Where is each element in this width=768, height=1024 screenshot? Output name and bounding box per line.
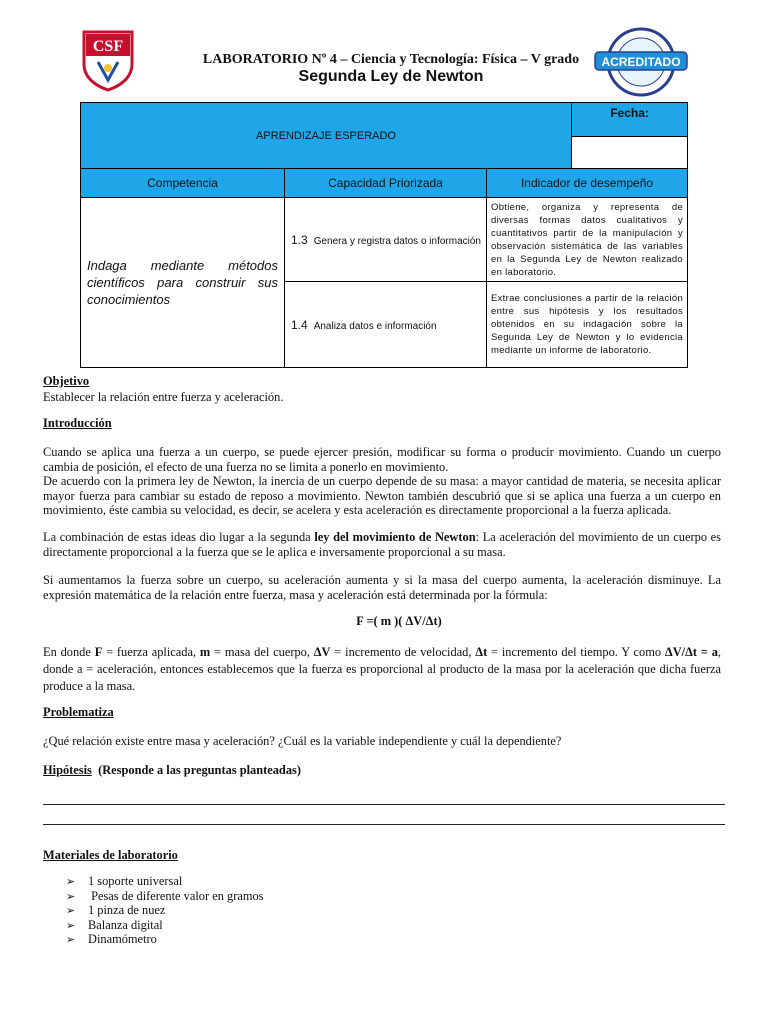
material-label: Balanza digital [88,917,163,932]
intro-p3-start: La combinación de estas ideas dio lugar a la segunda [43,530,315,544]
indicador-cell: Extrae conclusiones a partir de la relación entre sus hipótesis y los resultados obtenidos en su indagación sobre la Segunda Ley de Newton y lo evidencia mediante un informe de laboratorio. [487,282,688,368]
introduccion-heading: Introducción [43,416,112,430]
list-item [66,874,263,889]
p5-f: , donde a = aceleración, entonces establecemos que la fuerza es proporcional al producto de la masa por la aceleración que dicha fuerza produce a la masa. [43,645,721,693]
worksheet-title: LABORATORIO Nº 4 – Ciencia y Tecnología: Física – V grado [202,52,580,67]
intro-p3-bold: ley del movimiento de Newton [314,530,476,544]
answer-line[interactable] [43,824,725,825]
p5-ratio: ΔV/Δt = a [664,645,718,659]
seal-text: ACREDITADO [601,55,681,69]
list-item [66,918,263,933]
intro-paragraph-1: Cuando se aplica una fuerza a un cuerpo, se puede ejercer presión, modificar su forma o producir movimiento. Cuando un cuerpo cambia de posición, el efecto de una fuerza no se limita a ponerlo en movimiento. [43,445,721,474]
materiales-list [66,874,263,947]
col-header-competencia: Competencia [81,169,285,198]
capacidad-number: 1.4 [291,317,308,332]
p5-b: = fuerza aplicada, [102,645,200,659]
fecha-field[interactable] [572,137,688,169]
p5-c: = masa del cuerpo, [210,645,314,659]
intro-p3-end: : La aceleración del movimiento de un cuerpo es directamente proporcional a la fuerza que se le aplica e inversamente proporcional a su masa. [43,530,721,559]
list-item [66,889,263,904]
arrow-bullet-icon: ➢ [66,875,76,888]
capacidad-number: 1.3 [291,232,308,247]
capacidad-text: Genera y registra datos o información [313,235,481,247]
arrow-bullet-icon: ➢ [66,918,76,932]
fecha-label: Fecha: [572,103,688,137]
p5-a: En donde [43,645,95,659]
hipotesis-instruction: (Responde a las preguntas planteadas) [98,763,301,777]
objetivo-heading: Objetivo [43,374,90,388]
intro-paragraph-5 [43,644,721,695]
material-label: Dinamómetro [88,932,157,946]
list-item [66,932,263,947]
capacidad-cell [285,198,487,282]
col-header-capacidad: Capacidad Priorizada [285,169,487,198]
p5-m: m [199,645,211,659]
answer-line[interactable] [43,804,725,805]
p5-F: F [94,645,103,659]
material-label: 1 soporte universal [88,874,183,888]
competencia-cell: Indaga mediante métodos científicos para construir sus conocimientos [81,198,285,368]
arrow-bullet-icon: ➢ [66,933,76,946]
problematiza-question: ¿Qué relación existe entre masa y aceleración? ¿Cuál es la variable independiente y cuál la dependiente? [43,734,562,748]
accreditation-seal-logo [593,26,689,98]
arrow-bullet-icon: ➢ [66,904,76,917]
p5-e: = incremento del tiempo. Y como [487,645,665,659]
problematiza-heading: Problematiza [43,705,114,719]
capacidad-text: Analiza datos e información [313,320,437,332]
p5-dV: ΔV [313,645,331,659]
arrow-bullet-icon: ➢ [66,889,76,903]
hipotesis-heading: Hipótesis [43,763,92,777]
hipotesis-block [43,763,721,778]
material-label: 1 pinza de nuez [88,903,166,917]
intro-paragraph-4: Si aumentamos la fuerza sobre un cuerpo, su aceleración aumenta y si la masa del cuerpo aumenta, la aceleración disminuye. La expresión matemática de la relación entre fuerza, masa y aceleración está determinada por la fórmula: [43,573,721,602]
competency-table [80,102,688,368]
objetivo-text: Establecer la relación entre fuerza y aceleración. [43,390,284,404]
p5-dt: Δt [475,645,488,659]
indicador-cell: Obtiene, organiza y representa de diversas formas datos cualitativos y cuantitativos partir de la manipulación y observación sistemática de las variables en la Segunda Ley de Newton realizado en laboratorio. [487,198,688,282]
crest-letters: CSF [92,38,124,55]
material-label: Pesas de diferente valor en gramos [88,888,264,903]
capacidad-cell [285,282,487,368]
p5-d: = incremento de velocidad, [330,645,476,659]
intro-paragraph-3 [43,530,721,559]
newton-formula: F =( m )( ΔV/Δt) [356,614,442,628]
worksheet-subtitle: Segunda Ley de Newton [298,68,484,85]
aprendizaje-header: APRENDIZAJE ESPERADO [81,103,572,169]
intro-paragraph-2: De acuerdo con la primera ley de Newton, la inercia de un cuerpo depende de su masa: a mayor cantidad de materia, se necesita aplicar mayor fuerza para cambiar su estado de reposo a movimiento. Newton también descubrió que si se aplica una fuerza a un cuerpo en movimiento, éste cambia su velocidad, es decir, se acelera y esta aceleración es directamente proporcional a la fuerza aplicada. [43,474,721,517]
col-header-indicador: Indicador de desempeño [487,169,688,198]
list-item [66,903,263,918]
materiales-heading: Materiales de laboratorio [43,848,178,862]
